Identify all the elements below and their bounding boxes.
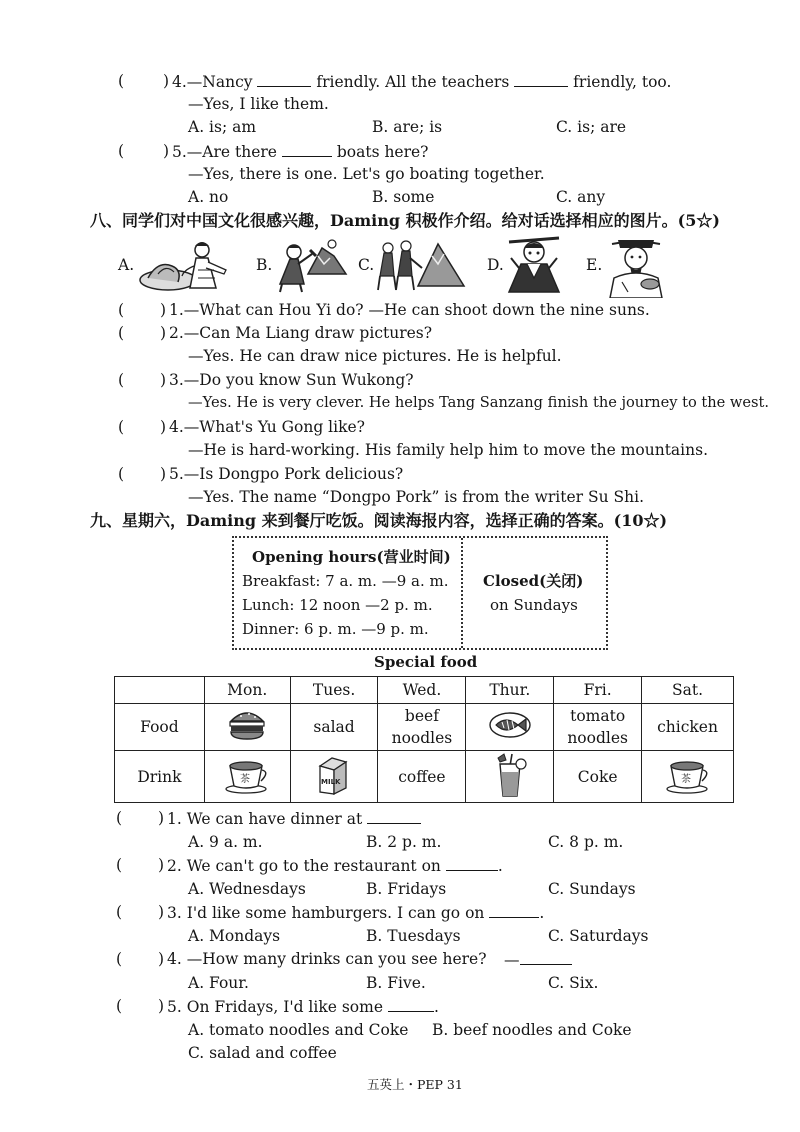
answer-paren-open[interactable]: ( (118, 301, 125, 319)
answer-blank[interactable] (388, 996, 434, 1012)
question-text: On Fridays, I'd like some (186, 998, 383, 1016)
fish-icon (488, 707, 532, 741)
answer-paren-open[interactable]: ( (118, 371, 125, 389)
table-cell (378, 704, 466, 751)
table-cell (466, 751, 554, 803)
option-a[interactable]: A. is; am (188, 118, 257, 136)
answer-paren-close: ) (160, 465, 167, 483)
question-number: 4. (169, 418, 184, 436)
tea-cup-label: 茶 (240, 773, 251, 785)
option-c[interactable]: C. Saturdays (548, 927, 649, 945)
answer-paren-close: ) (158, 809, 165, 827)
mountain-family-picture-icon (374, 234, 466, 296)
answer-paren-open[interactable]: ( (118, 465, 125, 483)
question-s8-4 (169, 417, 365, 437)
table-header-cell: Thur. (466, 677, 554, 704)
poster-lunch: Lunch: 12 noon —2 p. m. (242, 596, 433, 614)
picture-label-b: B. (256, 256, 273, 274)
question-number: 2. (169, 324, 184, 342)
question-text: —Nancy (186, 73, 253, 91)
table-cell (642, 751, 734, 803)
tea-icon (665, 756, 711, 794)
table-header-cell: Sat. (642, 677, 734, 704)
answer-paren-open[interactable]: ( (118, 324, 125, 342)
option-c[interactable]: C. Sundays (548, 880, 636, 898)
table-row-food (115, 704, 734, 751)
question-text: —What's Yu Gong like? (183, 418, 365, 436)
table-header-cell: Mon. (204, 677, 290, 704)
question-text: We can have dinner at (186, 810, 363, 828)
question-text: boats here? (336, 143, 429, 161)
question-s9-3: 3. I'd like some hamburgers. I can go on . (167, 904, 545, 922)
poster-breakfast: Breakfast: 7 a. m. —9 a. m. (242, 572, 449, 590)
picture-label-c: C. (358, 256, 375, 274)
answer-blank[interactable] (282, 141, 332, 157)
answer-paren-close: ) (158, 997, 165, 1015)
table-cell (466, 704, 554, 751)
question-text: —Are there (186, 143, 277, 161)
poster-closed-day: on Sundays (490, 596, 578, 614)
sun-wukong-picture-icon (505, 234, 563, 296)
answer-paren-close: ) (163, 142, 170, 160)
answer-blank[interactable] (446, 855, 498, 871)
answer-paren-open[interactable]: ( (116, 856, 123, 874)
answer-paren-open[interactable]: ( (118, 142, 125, 160)
table-header-cell: Tues. (290, 677, 378, 704)
poster-divider (461, 538, 463, 648)
table-cell: coffee (378, 751, 466, 803)
juice-icon (492, 752, 528, 798)
poster-title: Opening hours(营业时间) (252, 548, 451, 566)
answer-paren-close: ) (158, 950, 165, 968)
cell-text: noodles (391, 729, 453, 747)
option-c[interactable]: C. 8 p. m. (548, 833, 624, 851)
option-b[interactable]: B. Five. (366, 974, 426, 992)
answer-line: —He is hard-working. His family help him to move the mountains. (188, 441, 708, 459)
answer-blank[interactable] (367, 808, 421, 824)
yu-gong-picture-icon (272, 234, 352, 296)
section-heading-9: 九、星期六，Daming 来到餐厅吃饭。阅读海报内容，选择正确的答案。(10☆) (90, 511, 668, 530)
question-text: —Can Ma Liang draw pictures? (183, 324, 433, 342)
table-row-drink (115, 751, 734, 803)
row-label: Food (115, 704, 205, 751)
table-cell (204, 751, 290, 803)
option-a[interactable]: A. 9 a. m. (188, 833, 263, 851)
option-a[interactable]: A. Four. (188, 974, 249, 992)
table-cell (554, 704, 642, 751)
milk-carton-label: MILK (321, 777, 341, 786)
question-text: I'd like some hamburgers. I can go on (186, 904, 485, 922)
page-footer: 五英上・PEP 31 (367, 1077, 463, 1092)
poster-dinner: Dinner: 6 p. m. —9 p. m. (242, 620, 429, 638)
option-b[interactable]: B. Fridays (366, 880, 447, 898)
question-s8-2 (169, 323, 432, 343)
milk-icon (312, 754, 356, 796)
section-heading-8: 八、同学们对中国文化很感兴趣，Daming 积极作介绍。给对话选择相应的图片。(5☆) (90, 211, 720, 230)
question-s9-1 (167, 808, 421, 829)
option-b[interactable]: B. are; is (372, 118, 443, 136)
question-number: 1. (169, 301, 184, 319)
option-b[interactable]: B. some (372, 188, 435, 206)
su-shi-picture-icon (604, 232, 668, 298)
table-cell (204, 704, 290, 751)
row-label: Drink (115, 751, 205, 803)
question-s7-5 (172, 141, 429, 162)
table-corner-cell (115, 677, 205, 704)
answer-line: —Yes, there is one. Let's go boating together. (188, 165, 545, 183)
question-s8-1 (169, 300, 650, 320)
answer-line: —Yes. He is very clever. He helps Tang Sanzang finish the journey to the west. (188, 394, 770, 411)
cell-text: beef (404, 707, 439, 725)
question-number: 5. (167, 998, 182, 1016)
tea-icon (224, 756, 270, 794)
answer-blank-line[interactable]: — (504, 949, 572, 970)
question-text: friendly, too. (573, 73, 672, 91)
question-s9-4 (167, 949, 487, 969)
option-a[interactable]: A. Wednesdays (188, 880, 306, 898)
table-header-cell: Fri. (554, 677, 642, 704)
answer-line: —Yes. He can draw nice pictures. He is helpful. (188, 347, 562, 365)
question-text: —Do you know Sun Wukong? (183, 371, 414, 389)
option-a[interactable]: A. tomato noodles and Coke (188, 1021, 409, 1039)
answer-paren-close: ) (158, 856, 165, 874)
hamburger-icon (227, 707, 267, 741)
question-s9-5: 5. On Fridays, I'd like some . (167, 998, 439, 1016)
hou-yi-picture-icon (138, 236, 234, 294)
answer-paren-close: ) (160, 301, 167, 319)
option-b[interactable]: B. 2 p. m. (366, 833, 442, 851)
answer-paren-open[interactable]: ( (116, 809, 123, 827)
option-b[interactable]: B. beef noodles and Coke (432, 1021, 632, 1039)
answer-paren-close: ) (160, 371, 167, 389)
answer-paren-open[interactable]: ( (118, 418, 125, 436)
answer-paren-open[interactable]: ( (116, 903, 123, 921)
table-cell: chicken (642, 704, 734, 751)
question-text: We can't go to the restaurant on (186, 857, 441, 875)
table-cell: salad (290, 704, 378, 751)
answer-paren-close: ) (158, 903, 165, 921)
picture-label-a: A. (118, 256, 135, 274)
option-c[interactable]: C. salad and coffee (188, 1044, 337, 1062)
question-number: 4. (172, 73, 187, 91)
question-s8-5 (169, 464, 403, 484)
answer-paren-open[interactable]: ( (116, 950, 123, 968)
table-header-cell: Wed. (378, 677, 466, 704)
table-header-row (115, 677, 734, 704)
question-s9-2: 2. We can't go to the restaurant on . (167, 857, 503, 875)
answer-blank[interactable] (514, 71, 568, 87)
option-c[interactable]: C. is; are (556, 118, 627, 136)
question-number: 3. (167, 904, 182, 922)
question-s8-3 (169, 370, 414, 390)
question-text: —Is Dongpo Pork delicious? (183, 465, 404, 483)
option-c[interactable]: C. Six. (548, 974, 599, 992)
poster-closed-title: Closed(关闭) (483, 572, 584, 590)
answer-paren-close: ) (160, 418, 167, 436)
option-a[interactable]: A. Mondays (188, 927, 281, 945)
special-food-table (114, 676, 734, 803)
answer-line: —Yes. The name “Dongpo Pork” is from the writer Su Shi. (188, 488, 645, 506)
question-text: —How many drinks can you see here? (186, 950, 487, 968)
option-c[interactable]: C. any (556, 188, 606, 206)
picture-label-d: D. (487, 256, 504, 274)
question-number: 5. (172, 143, 187, 161)
question-number: 5. (169, 465, 184, 483)
opening-hours-poster (232, 536, 608, 650)
question-number: 4. (167, 950, 182, 968)
table-cell (290, 751, 378, 803)
table-cell: Coke (554, 751, 642, 803)
answer-blank[interactable] (257, 71, 311, 87)
option-b[interactable]: B. Tuesdays (366, 927, 461, 945)
question-number: 1. (167, 810, 182, 828)
answer-paren-close: ) (163, 72, 170, 90)
answer-paren-close: ) (160, 324, 167, 342)
answer-line: —Yes, I like them. (188, 95, 329, 113)
cell-text: noodles (567, 729, 628, 747)
question-s7-4 (172, 71, 671, 92)
cell-text: tomato (570, 707, 626, 725)
option-a[interactable]: A. no (188, 188, 229, 206)
tea-cup-label: 茶 (680, 773, 691, 785)
answer-paren-open[interactable]: ( (116, 997, 123, 1015)
question-number: 2. (167, 857, 182, 875)
answer-blank[interactable] (489, 902, 539, 918)
question-number: 3. (169, 371, 184, 389)
picture-label-e: E. (586, 256, 603, 274)
answer-paren-open[interactable]: ( (118, 72, 125, 90)
answer-blank[interactable] (520, 949, 572, 965)
table-title: Special food (374, 653, 478, 671)
question-text: friendly. All the teachers (316, 73, 510, 91)
question-text: —What can Hou Yi do? —He can shoot down the nine suns. (183, 301, 650, 319)
